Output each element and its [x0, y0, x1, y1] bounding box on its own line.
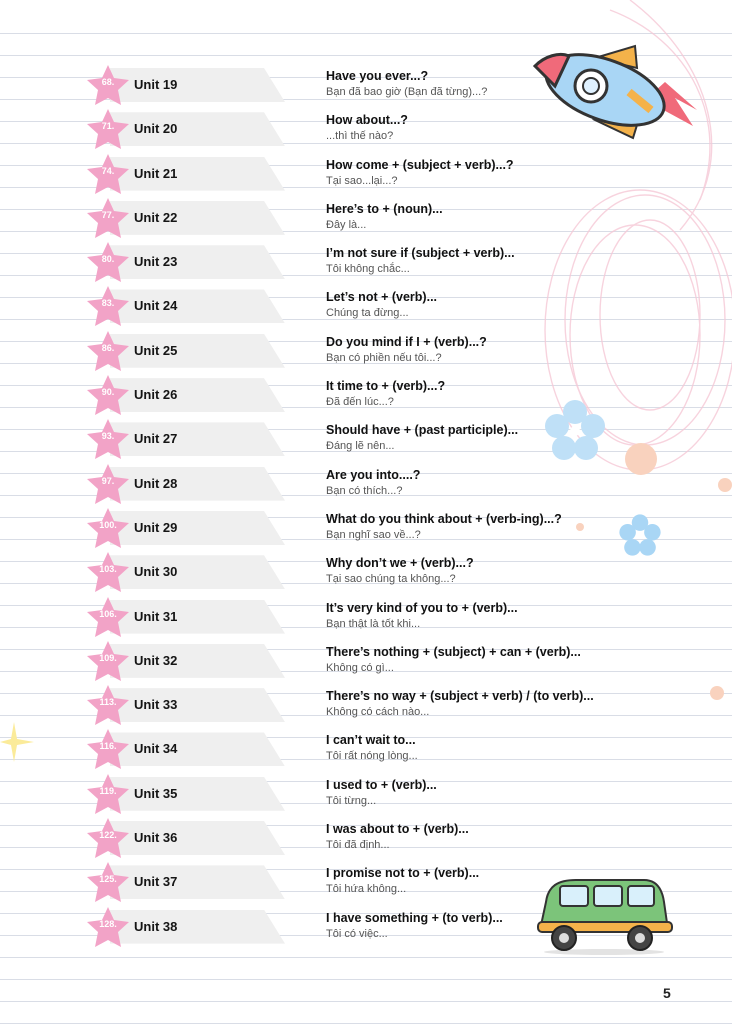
unit-label: Unit 33 [134, 697, 178, 713]
page-ref: 93. [101, 431, 115, 442]
lesson-title: There’s nothing + (subject) + can + (verb)... [326, 644, 581, 659]
lesson-translation: Tại sao chúng ta không...? [326, 573, 456, 586]
page-ref: 109. [99, 652, 117, 663]
toc-row[interactable] [0, 634, 732, 678]
page-ref: 128. [99, 918, 117, 929]
toc-row[interactable] [0, 590, 732, 634]
lesson-title: It’s very kind of you to + (verb)... [326, 600, 518, 615]
lesson-title: Do you mind if I + (verb)...? [326, 334, 487, 349]
lesson-translation: Đáng lẽ nên... [326, 440, 395, 453]
lesson-title: How about...? [326, 113, 408, 128]
unit-label: Unit 20 [134, 121, 178, 137]
page-ref: 77. [101, 209, 115, 220]
unit-label: Unit 25 [134, 342, 178, 358]
page-ref: 106. [99, 608, 117, 619]
lesson-translation: Đây là... [326, 218, 367, 231]
page-number: 5 [663, 985, 671, 1001]
unit-label: Unit 38 [134, 918, 178, 934]
unit-label: Unit 27 [134, 431, 178, 447]
toc-list [0, 58, 732, 944]
page-ref: 90. [101, 387, 115, 398]
page-ref: 86. [101, 342, 115, 353]
page-ref: 119. [99, 785, 117, 796]
unit-label: Unit 37 [134, 874, 178, 890]
page-ref: 97. [101, 475, 115, 486]
lesson-title: I’m not sure if (subject + verb)... [326, 246, 515, 261]
lesson-title: Should have + (past participle)... [326, 423, 519, 438]
lesson-translation: Bạn nghĩ sao về...? [326, 528, 421, 541]
lesson-translation: Tôi không chắc... [326, 263, 410, 276]
lesson-title: Have you ever...? [326, 69, 429, 83]
toc-row[interactable] [0, 191, 732, 235]
toc-row[interactable] [0, 900, 732, 944]
lesson-translation: Bạn đã bao giờ (Bạn đã từng)...? [326, 86, 488, 98]
unit-label: Unit 19 [134, 77, 178, 92]
page-ref: 113. [99, 697, 117, 708]
unit-label: Unit 24 [134, 298, 178, 314]
lesson-title: There’s no way + (subject + verb) / (to verb)... [326, 689, 594, 704]
toc-row[interactable] [0, 457, 732, 501]
toc-row[interactable] [0, 722, 732, 766]
page-ref: 125. [99, 874, 117, 885]
page-ref: 100. [99, 519, 117, 530]
toc-row[interactable] [0, 147, 732, 191]
page-ref: 80. [101, 254, 115, 265]
lesson-title: What do you think about + (verb-ing)...? [326, 511, 562, 526]
lesson-translation: Tôi rất nóng lòng... [326, 750, 418, 763]
lesson-title: Let’s not + (verb)... [326, 290, 438, 305]
toc-row[interactable] [0, 855, 732, 899]
toc-row[interactable] [0, 279, 732, 323]
lesson-title: I was about to + (verb)... [326, 822, 469, 837]
unit-label: Unit 28 [134, 475, 178, 491]
toc-row[interactable] [0, 767, 732, 811]
lesson-title: I promise not to + (verb)... [326, 866, 480, 881]
unit-label: Unit 23 [134, 254, 178, 270]
page-ref: 68. [101, 77, 115, 87]
unit-label: Unit 29 [134, 519, 178, 535]
lesson-title: Are you into....? [326, 467, 421, 482]
page-ref: 122. [99, 830, 117, 841]
lesson-title: Here’s to + (noun)... [326, 201, 443, 216]
unit-label: Unit 32 [134, 652, 178, 668]
page-ref: 83. [101, 298, 115, 309]
toc-row[interactable] [0, 545, 732, 589]
lesson-translation: Bạn có phiền nếu tôi...? [326, 351, 442, 364]
lesson-translation: Tôi hứa không... [326, 883, 407, 896]
page-ref: 116. [99, 741, 117, 752]
toc-row[interactable] [0, 368, 732, 412]
toc-row[interactable] [0, 235, 732, 279]
lesson-title: How come + (subject + verb)...? [326, 157, 514, 172]
lesson-translation: Chúng ta đừng... [326, 307, 409, 320]
unit-label: Unit 26 [134, 387, 178, 403]
lesson-title: Why don’t we + (verb)...? [326, 556, 474, 571]
unit-label: Unit 36 [134, 830, 178, 846]
lesson-title: I used to + (verb)... [326, 777, 437, 792]
lesson-translation: Tôi đã định... [326, 839, 390, 852]
toc-row[interactable] [0, 102, 732, 146]
unit-label: Unit 34 [134, 741, 178, 757]
toc-row[interactable] [0, 324, 732, 368]
page-ref: 71. [101, 121, 115, 132]
unit-label: Unit 21 [134, 165, 178, 181]
page-ref: 74. [101, 165, 115, 176]
lesson-translation: Tôi từng... [326, 794, 377, 807]
lesson-translation: Không có gì... [326, 661, 394, 674]
lesson-translation: Không có cách nào... [326, 706, 430, 719]
lesson-title: I have something + (to verb)... [326, 910, 503, 925]
unit-label: Unit 35 [134, 785, 178, 801]
lesson-title: It time to + (verb)...? [326, 379, 446, 394]
page-ref: 103. [99, 564, 117, 575]
toc-row[interactable] [0, 412, 732, 456]
unit-label: Unit 30 [134, 564, 178, 580]
lesson-translation: Đã đến lúc...? [326, 396, 394, 409]
unit-label: Unit 31 [134, 608, 178, 624]
toc-row[interactable] [0, 811, 732, 855]
lesson-translation: ...thì thế nào? [326, 130, 394, 143]
toc-row[interactable] [0, 58, 732, 102]
lesson-translation: Bạn thật là tốt khi... [326, 617, 421, 630]
lesson-translation: Tại sao...lại...? [326, 174, 398, 187]
lesson-title: I can’t wait to... [326, 733, 416, 748]
lesson-translation: Bạn có thích...? [326, 484, 403, 497]
unit-label: Unit 22 [134, 209, 178, 225]
toc-row[interactable] [0, 501, 732, 545]
toc-row[interactable] [0, 678, 732, 722]
lesson-translation: Tôi có việc... [326, 927, 388, 940]
